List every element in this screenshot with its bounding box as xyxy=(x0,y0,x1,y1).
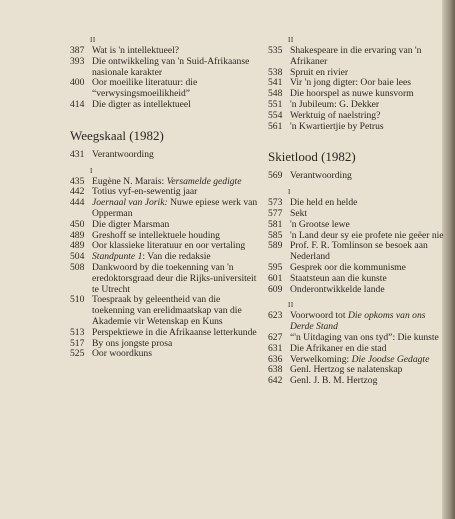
title-text: Oor klassieke literatuur en oor vertaling xyxy=(92,240,246,252)
page-number: 442 xyxy=(70,186,85,198)
page-number: 589 xyxy=(268,240,283,252)
section-number: I xyxy=(90,166,93,175)
title-text: 'n Jubileum: G. Dekker xyxy=(290,98,380,110)
toc-entry xyxy=(70,295,260,327)
title-text: 'n Grootse lewe xyxy=(290,218,350,230)
page-number: 393 xyxy=(70,55,85,67)
title-text: Verwelkoming: xyxy=(290,353,350,365)
page-number: 573 xyxy=(268,197,283,209)
title-text: Totius vyf-en-sewentig jaar xyxy=(92,186,198,198)
page-number: 642 xyxy=(268,375,283,387)
page-number: 548 xyxy=(268,88,283,100)
page-number: 601 xyxy=(268,272,283,284)
title-text: Die digter as intellektueel xyxy=(92,98,191,110)
page-number: 554 xyxy=(268,109,283,121)
toc-list xyxy=(268,46,446,132)
title-text: Wat is 'n intellektueel? xyxy=(92,45,180,56)
title-text: Staatsteun aan die kunste xyxy=(290,272,387,284)
title-text: By ons jongste prosa xyxy=(92,337,173,349)
section-heading: Skietlood (1982) xyxy=(268,149,356,165)
entry-title xyxy=(92,100,260,111)
title-text: Toespraak by geleentheid van die toekenning van erelidmaatskap van die Akademie vir Wetenskap en Kuns xyxy=(92,294,242,327)
page-number: 513 xyxy=(70,326,85,338)
page-number: 638 xyxy=(268,364,283,376)
right-column xyxy=(268,36,446,387)
toc-entry xyxy=(268,311,446,333)
toc-entry xyxy=(268,241,446,263)
toc-entry xyxy=(268,285,446,296)
entry-title xyxy=(290,46,446,68)
page-number: 435 xyxy=(70,175,85,187)
page-number: 525 xyxy=(70,348,85,360)
section-number: II xyxy=(90,36,96,44)
entry-title xyxy=(290,122,446,133)
toc-list xyxy=(70,177,260,361)
title-text: “'n Uitdaging van ons tyd”: Die kunste xyxy=(290,331,439,343)
title-text: Dankwoord by die toekenning van 'n eredoktorsgraad deur die Rijks-universiteit te Utrecht xyxy=(92,261,257,295)
title-text: Vir 'n jong digter: Oor baie lees xyxy=(290,77,412,89)
entry-title xyxy=(290,285,446,296)
entry-title xyxy=(92,57,260,79)
title-text: Die hoorspel as nuwe kunsvorm xyxy=(290,88,414,100)
title-text: Die digter Marsman xyxy=(92,218,170,230)
title-text: Shakespeare in die ervaring van 'n Afrikaner xyxy=(290,45,422,67)
toc-entry xyxy=(268,171,446,182)
page-number: 561 xyxy=(268,120,283,132)
page-number: 538 xyxy=(268,66,283,78)
title-text: 'n Land deur sy eie profete nie geëer nie xyxy=(290,229,444,241)
title-text: Sekt xyxy=(290,207,308,219)
italic-title: Standpunte 1 xyxy=(92,251,143,263)
toc-entry xyxy=(70,198,260,220)
entry-title xyxy=(92,295,260,327)
page-number: 585 xyxy=(268,229,283,241)
toc-entry xyxy=(70,349,260,360)
page-number: 414 xyxy=(70,98,85,110)
page-number: 504 xyxy=(70,251,85,263)
toc-entry xyxy=(268,46,446,68)
left-column xyxy=(70,36,260,360)
entry-title xyxy=(92,198,260,220)
page-number: 581 xyxy=(268,218,283,230)
title-text: Genl. J. B. M. Hertzog xyxy=(290,375,378,387)
title-text: Nuwe epiese werk van Opperman xyxy=(92,197,258,219)
page-number: 595 xyxy=(268,261,283,273)
title-text: Eugène N. Marais: xyxy=(92,175,165,187)
title-text: Voorwoord tot xyxy=(290,310,346,322)
title-text: Oor woordkuns xyxy=(92,348,152,360)
title-text: Oor moeilike literatuur: die “verwysingsmoeilikheid” xyxy=(92,77,198,100)
italic-title: Die Joodse Gedagte xyxy=(351,353,430,365)
title-text: Prof. F. R. Tomlinson se besoek aan Nederland xyxy=(290,240,428,263)
entry-title xyxy=(290,376,446,387)
title-text: Genl. Hertzog se nalatenskap xyxy=(290,364,403,376)
page-number: 489 xyxy=(70,229,85,241)
toc-entry xyxy=(70,150,260,161)
section-heading: Weegskaal (1982) xyxy=(70,127,164,143)
title-text: Perspektiewe in die Afrikaanse letterkunde xyxy=(92,326,257,338)
page-number: 387 xyxy=(70,45,85,56)
italic-title: Versamelde gedigte xyxy=(166,175,242,187)
page-number: 551 xyxy=(268,98,283,110)
page-number: 400 xyxy=(70,77,85,89)
toc-entry xyxy=(70,263,260,295)
page-number: 627 xyxy=(268,331,283,343)
title-text: Werktuig of naelstring? xyxy=(290,109,381,121)
page-number: 535 xyxy=(268,45,283,56)
toc-list xyxy=(268,311,446,387)
toc-list xyxy=(268,198,446,295)
title-text: Die ontwikkeling van 'n Suid-Afrikaanse nasionale karakter xyxy=(92,55,250,78)
entry-title xyxy=(290,198,446,209)
page-number: 489 xyxy=(70,240,85,252)
page-number: 636 xyxy=(268,353,283,365)
toc-entry xyxy=(268,122,446,133)
entry-title xyxy=(92,263,260,295)
page-number: 609 xyxy=(268,283,283,295)
page-number: 623 xyxy=(268,310,283,322)
title-text: Die Afrikaner en die stad xyxy=(290,342,387,354)
title-text: Onderontwikkelde lande xyxy=(290,283,385,295)
toc-list xyxy=(70,46,260,111)
page-number: 569 xyxy=(268,170,283,182)
entry-title: Verantwoording xyxy=(290,170,352,182)
toc-entry xyxy=(70,57,260,79)
toc-entry xyxy=(70,100,260,111)
toc-entry xyxy=(70,78,260,100)
page-number: 431 xyxy=(70,148,85,160)
entry-title xyxy=(92,78,260,100)
page-number: 450 xyxy=(70,218,85,230)
page-number: 510 xyxy=(70,294,85,306)
page-number: 577 xyxy=(268,207,283,219)
page-number: 541 xyxy=(268,77,283,89)
page-number: 517 xyxy=(70,337,85,349)
entry-title xyxy=(290,311,446,333)
page-number: 631 xyxy=(268,342,283,354)
toc-entry xyxy=(268,376,446,387)
section-number: I xyxy=(288,188,291,197)
title-text: Die held en helde xyxy=(290,197,358,209)
section-number: II xyxy=(288,36,294,44)
title-text: 'n Kwartiertjie by Petrus xyxy=(290,120,384,132)
italic-title: Die opkoms van ons Derde Stand xyxy=(290,310,426,333)
italic-title: Joernaal van Jorik: xyxy=(92,197,168,209)
title-text: Spruit en rivier xyxy=(290,66,349,78)
entry-title: Verantwoording xyxy=(92,148,154,160)
title-text: Greshoff se intellektuele houding xyxy=(92,229,220,241)
page-number: 508 xyxy=(70,261,85,273)
entry-title xyxy=(92,349,260,360)
page-number: 444 xyxy=(70,197,85,209)
section-number: II xyxy=(288,301,294,310)
title-text: Gesprek oor die kommunisme xyxy=(290,261,406,273)
title-text: : Van die redaksie xyxy=(142,251,211,263)
entry-title xyxy=(290,241,446,263)
